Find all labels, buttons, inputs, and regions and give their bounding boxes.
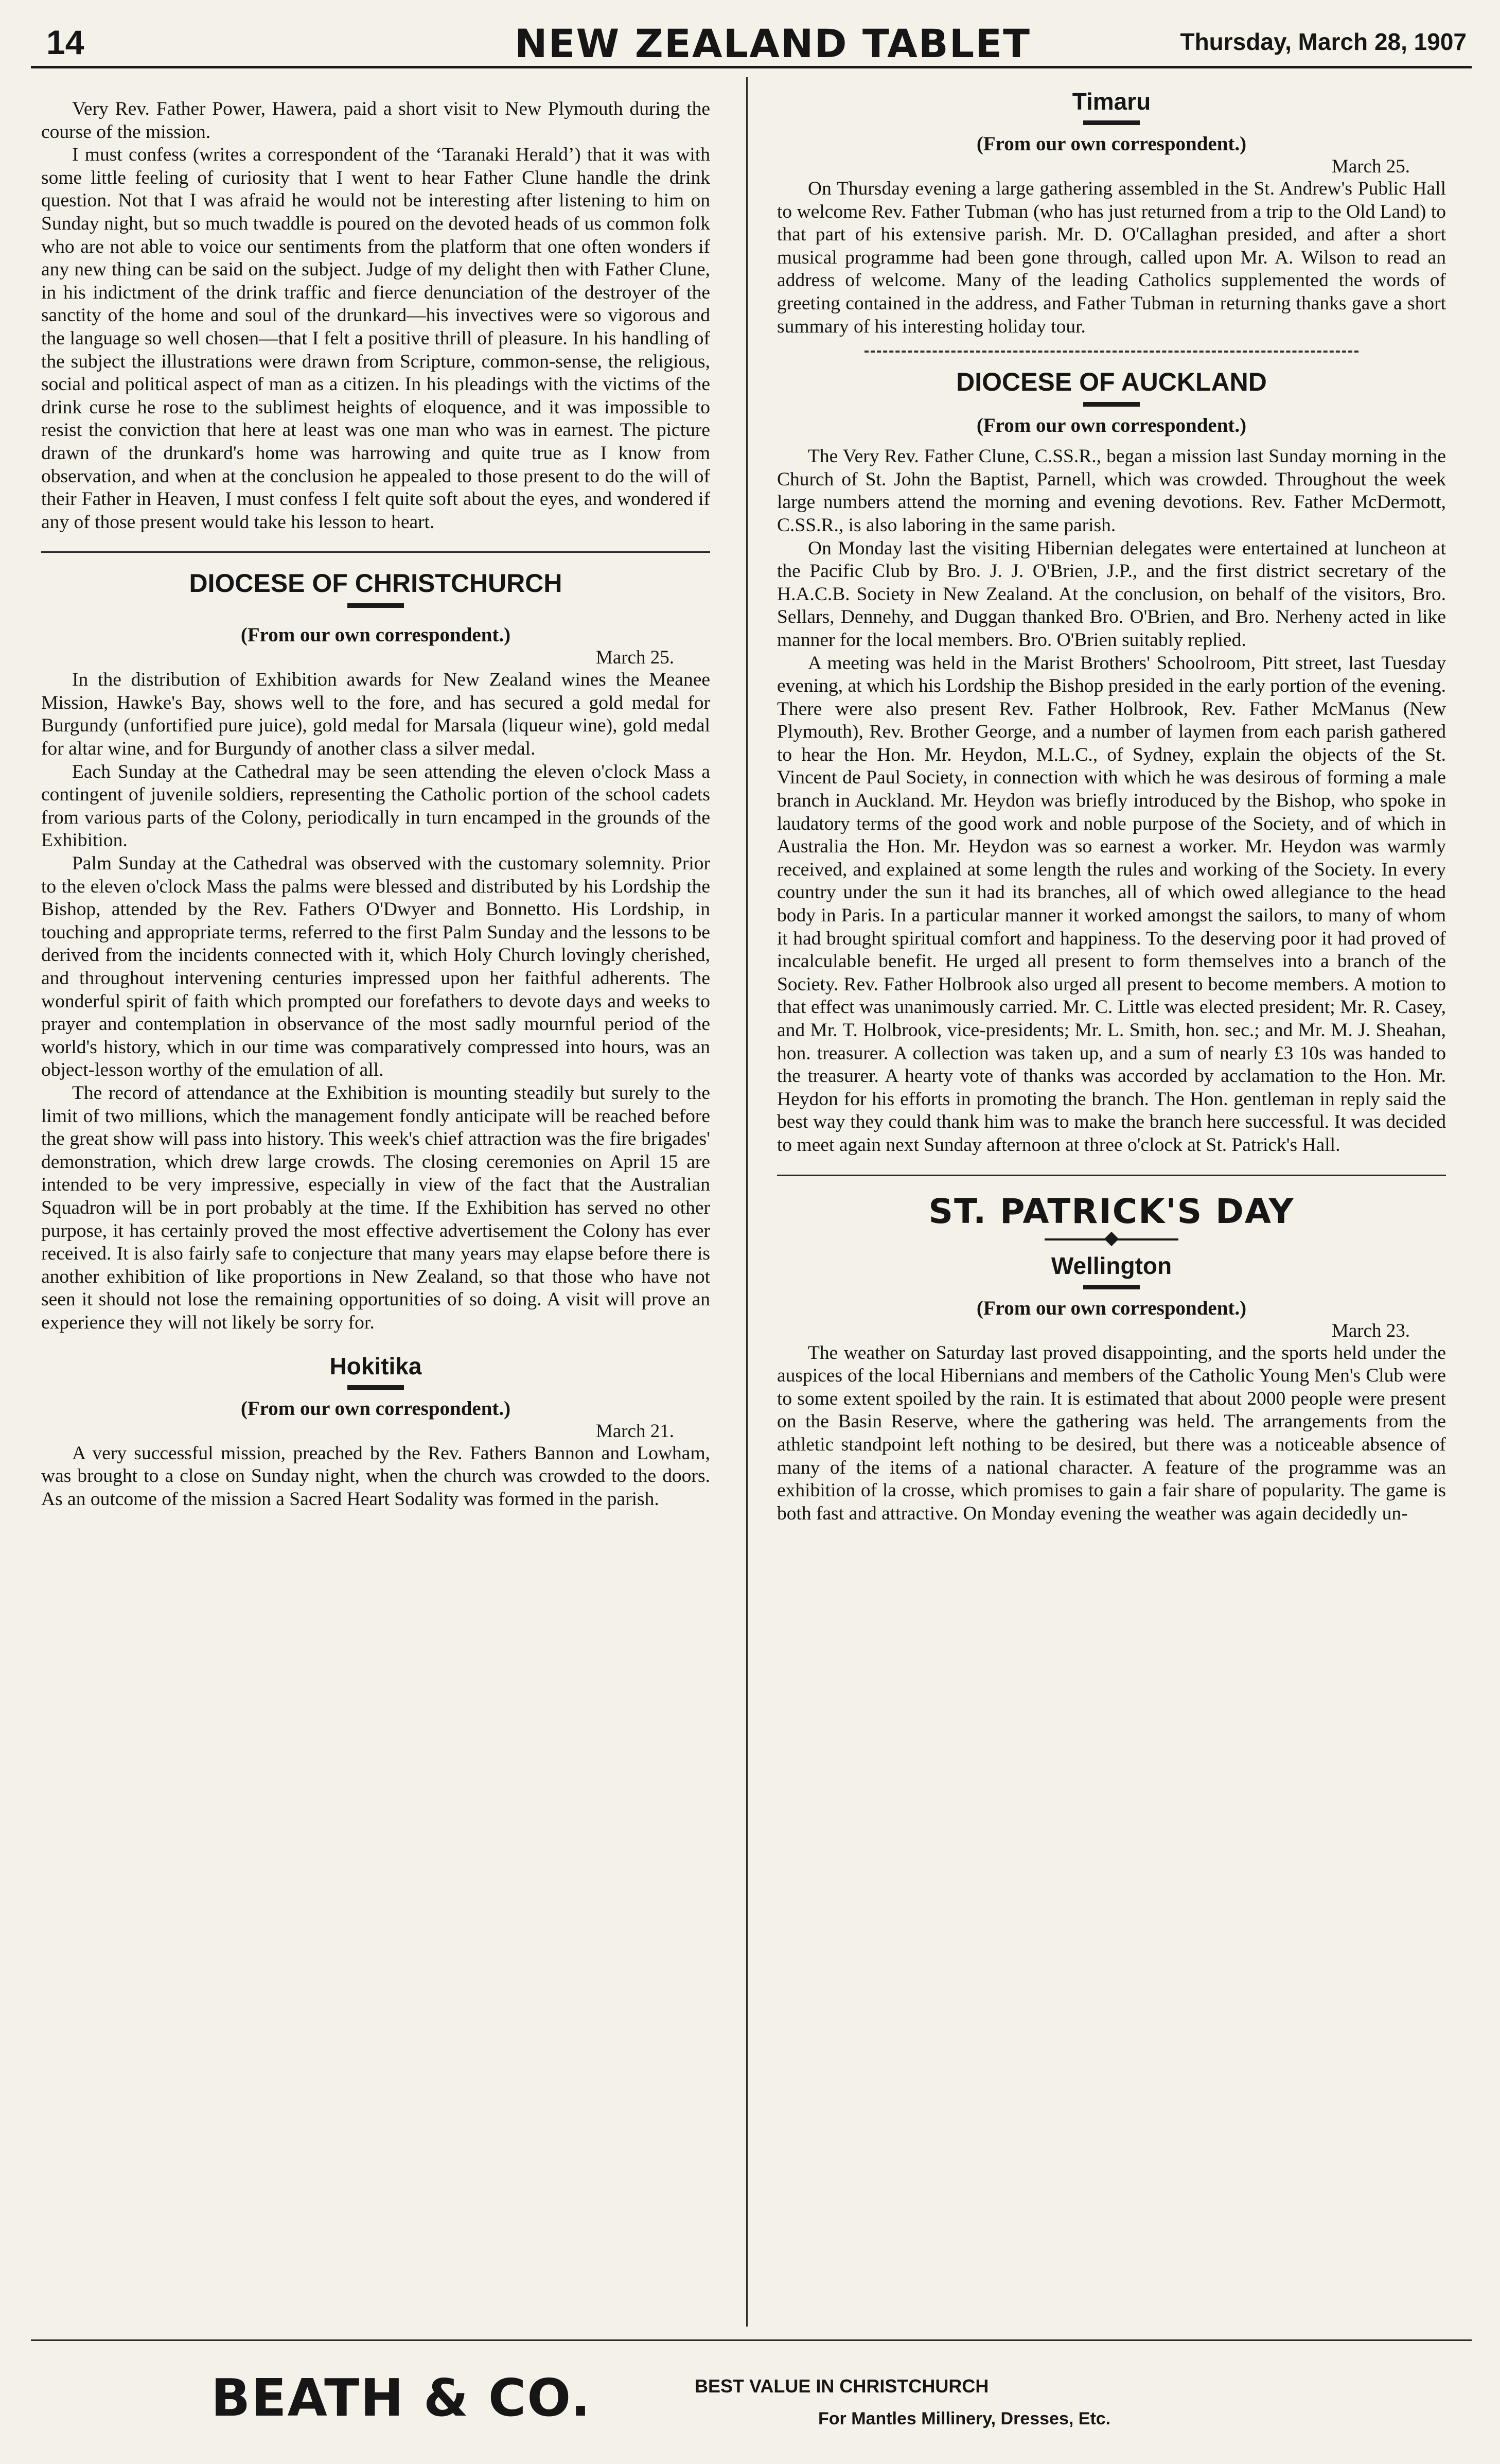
section-christchurch (41, 568, 710, 1334)
correspondent-line: (From our own correspondent.) (976, 133, 1247, 155)
masthead-rule (31, 66, 1472, 68)
correspondent-line: (From our own correspondent.) (976, 1297, 1247, 1319)
advert-tagline: BEST VALUE IN CHRISTCHURCH (695, 2375, 989, 2397)
section-heading: Hokitika (329, 1352, 422, 1379)
section-rule (864, 351, 1358, 353)
section-heading: Timaru (1072, 88, 1151, 115)
column-divider (746, 77, 748, 2327)
newspaper-page (31, 21, 1472, 2435)
paragraph: A meeting was held in the Marist Brothers' Schoolroom, Pitt street, last Tuesday evening, at which his Lordship the Bishop presided in the early portion of the evening. There were also present Rev. Father Holbrook, Rev. Father McManus (New Plymouth), Rev. Brother George, and a number of laymen from each parish gathered to hear the Hon. Mr. Heydon, M.L.C., of Sydney, explain the objects of the St. Vincent de Paul Society, in connection with which he was desirous of forming a male branch in Auckland. Mr. Heydon was briefly introduced by the Bishop, who spoke in laudatory terms of the good work and noble purpose of the Society, and of which in Australia the Hon. Mr. Heydon was so earnest a worker. Mr. Heydon was warmly received, and explained at some length the rules and working of the Society. In every country under the sun it had its branches, all of which owed allegiance to the head body in Paris. In a particular manner it worked amongst the sailors, to many of whom it had brought spiritual comfort and happiness. To the deserving poor it had proved of incalculable benefit. He urged all present to form themselves into a branch of the Society. Rev. Father Holbrook also urged all present to become members. A motion to that effect was unanimously carried. Mr. C. Little was elected president; Mr. R. Casey, and Mr. T. Holbrook, vice-presidents; Mr. L. Smith, hon. sec.; and Mr. M. J. Sheahan, hon. treasurer. A collection was taken up, and a sum of nearly £3 10s was handed to the treasurer. A hearty vote of thanks was accorded by acclamation to the Hon. Mr. Heydon for his efforts in promoting the branch. The Hon. gentleman in reply said the best way they could thank him was to make the branch here successful. It was decided to meet again next Sunday afternoon at three o'clock at St. Patrick's Hall. (777, 652, 1446, 1156)
heading-bar (1083, 120, 1140, 125)
issue-date: Thursday, March 28, 1907 (1180, 28, 1467, 55)
section-hokitika (41, 1352, 710, 1511)
paragraph: I must confess (writes a correspondent of the ‘Taranaki Herald’) that it was with some little feeling of curiosity that I went to hear Father Clune handle the drink question. Not that I was afraid he would not be interesting after listening to him on Sunday night, but so much twaddle is poured on the devoted heads of us common folk who are not able to voice our sentiments from the platform that one often wonders if any new thing can be said on the subject. Judge of my delight then with Father Clune, in his indictment of the drink traffic and fierce denunciation of the destroyer of the sanctity of the home and soul of the drunkard—his invectives were so vigorous and the language so well chosen—that I felt a positive thrill of pleasure. In his handling of the subject the illustrations were drawn from Scripture, common-sense, the religious, social and political aspect of man as a citizen. In his pleadings with the victims of the drink curse he rose to the sublimest heights of eloquence, and it was impossible to resist the conviction that here at least was one man who was in earnest. The picture drawn of the drunkard's home was harrowing and quite true as I know from observation, and when at the conclusion he appealed to those present to do the will of their Father in Heaven, I must confess I felt quite soft about the eyes, and wondered if any of those present would take his lesson to heart. (41, 144, 710, 533)
paragraph: The weather on Saturday last proved disappointing, and the sports held under the auspices of the local Hibernians and members of the Catholic Young Men's Club were to some extent spoiled by the rain. It is estimated that about 2000 people were present on the Basin Reserve, where the gathering was held. The arrangements from the athletic standpoint left nothing to be desired, but there was a noticeable absence of many of the items of a national character. A feature of the programme was an exhibition of la crosse, which promises to gain a fair share of popularity. The game is both fast and attractive. On Monday evening the weather was again decidedly un- (777, 1342, 1446, 1524)
section-rule (777, 1175, 1446, 1176)
page-number: 14 (46, 23, 84, 61)
section-heading: ST. PATRICK'S DAY (928, 1191, 1295, 1231)
correspondent-line: (From our own correspondent.) (240, 624, 511, 646)
section-heading: DIOCESE OF CHRISTCHURCH (189, 569, 562, 598)
paragraph: A very successful mission, preached by the Rev. Fathers Bannon and Lowham, was brought to a close on Sunday night, when the church was crowded to the doors. As an outcome of the mission a Sacred Heart Sodality was formed in the parish. (41, 1442, 710, 1510)
heading-bar (347, 603, 404, 608)
footer-rule (31, 2339, 1472, 2341)
masthead (31, 21, 1472, 66)
paragraph: The Very Rev. Father Clune, C.SS.R., began a mission last Sunday morning in the Church of St. John the Baptist, Parnell, which was crowded. Throughout the week large numbers attend the morning and evening devotions. Rev. Father McDermott, C.SS.R., is also laboring in the same parish. (777, 446, 1446, 536)
section-timaru (777, 88, 1446, 338)
ornament-rule (1045, 1238, 1178, 1240)
paragraph: In the distribution of Exhibition awards for New Zealand wines the Meanee Mission, Hawke's Bay, shows well to the fore, and has secured a gold medal for Burgundy (unfortified pure juice), gold medal for Marsala (liqueur wine), gold medal for altar wine, and for Burgundy of another class a silver medal. (41, 669, 710, 760)
advert-name: BEATH & CO. (211, 2368, 592, 2428)
subsection-heading: Wellington (1051, 1252, 1172, 1279)
dateline: March 25. (595, 647, 674, 669)
paragraph: Each Sunday at the Cathedral may be seen attending the eleven o'clock Mass a contingent of juvenile soldiers, representing the Catholic portion of the school cadets from various parts of the Colony, periodically in turn encamped in the grounds of the Exhibition. (41, 761, 710, 851)
correspondent-line: (From our own correspondent.) (976, 414, 1247, 437)
paragraph: On Thursday evening a large gathering assembled in the St. Andrew's Public Hall to welcome Rev. Father Tubman (who has just returned from a trip to the Old Land) to that part of his extensive parish. Mr. D. O'Callaghan presided, and after a short musical programme had been gone through, called upon Mr. A. Wilson to read an address of welcome. Many of the leading Catholics supplemented the words of greeting contained in the address, and Father Tubman in returning thanks gave a short summary of his interesting holiday tour. (777, 178, 1446, 337)
dateline: March 21. (595, 1420, 674, 1442)
newspaper-title: NEW ZEALAND TABLET (515, 21, 1031, 66)
heading-bar (1083, 1285, 1140, 1289)
section-st-patricks-day (777, 1192, 1446, 1526)
section-auckland (777, 367, 1446, 1157)
dateline: March 23. (1331, 1320, 1410, 1341)
paragraph: Very Rev. Father Power, Hawera, paid a short visit to New Plymouth during the course of the mission. (41, 98, 710, 143)
paragraph: On Monday last the visiting Hibernian delegates were entertained at luncheon at the Pacific Club by Bro. J. J. O'Brien, J.P., and the first district secretary of the H.A.C.B. Society in New Zealand. At the conclusion, on behalf of the visitors, Bro. Sellars, Dennehy, and Duggan thanked Bro. O'Brien, and Bro. Nerheny acted in like manner for the local members. Bro. O'Brien suitably replied. (777, 537, 1446, 651)
paragraph: Palm Sunday at the Cathedral was observed with the customary solemnity. Prior to the eleven o'clock Mass the palms were blessed and distributed by his Lordship the Bishop, attended by the Rev. Fathers O'Dwyer and Bonnetto. His Lordship, in touching and appropriate terms, referred to the first Palm Sunday and the lessons to be derived from the incidents connected with it, which Holy Church lovingly cherished, and throughout intervening centuries impressed upon her faithful adherents. The wonderful spirit of faith which prompted our forefathers to devote days and weeks to prayer and contemplation in observance of the most sadly mournful period of the world's history, which in our time was comparatively compressed into hours, was an object-lesson worthy of the emulation of all. (41, 853, 710, 1081)
dateline: March 25. (1331, 156, 1410, 177)
right-column (777, 88, 1446, 2321)
section-heading: DIOCESE OF AUCKLAND (956, 368, 1267, 397)
advert-subline: For Mantles Millinery, Dresses, Etc. (818, 2409, 1111, 2428)
heading-bar (1083, 402, 1140, 407)
heading-bar (347, 1385, 404, 1390)
section-rule (41, 551, 710, 553)
paragraph: The record of attendance at the Exhibition is mounting steadily but surely to the limit of two millions, which the management fondly anticipate will be reached before the great show will pass into history. This week's chief attraction was the fire brigades' demonstration, which drew large crowds. The closing ceremonies on April 15 are intended to be very impressive, especially in view of the fact that the Australian Squadron will be in port probably at the time. If the Exhibition has served no other purpose, it has certainly proved the most effective advertisement the Colony has ever received. It is also fairly safe to conjecture that many years may elapse before there is another exhibition of like proportions in New Zealand, so that those who have not seen it should not lose the remaining opportunities of so doing. A visit will prove an experience they will not likely be sorry for. (41, 1082, 710, 1333)
left-column (41, 98, 710, 2332)
correspondent-line: (From our own correspondent.) (240, 1397, 511, 1420)
